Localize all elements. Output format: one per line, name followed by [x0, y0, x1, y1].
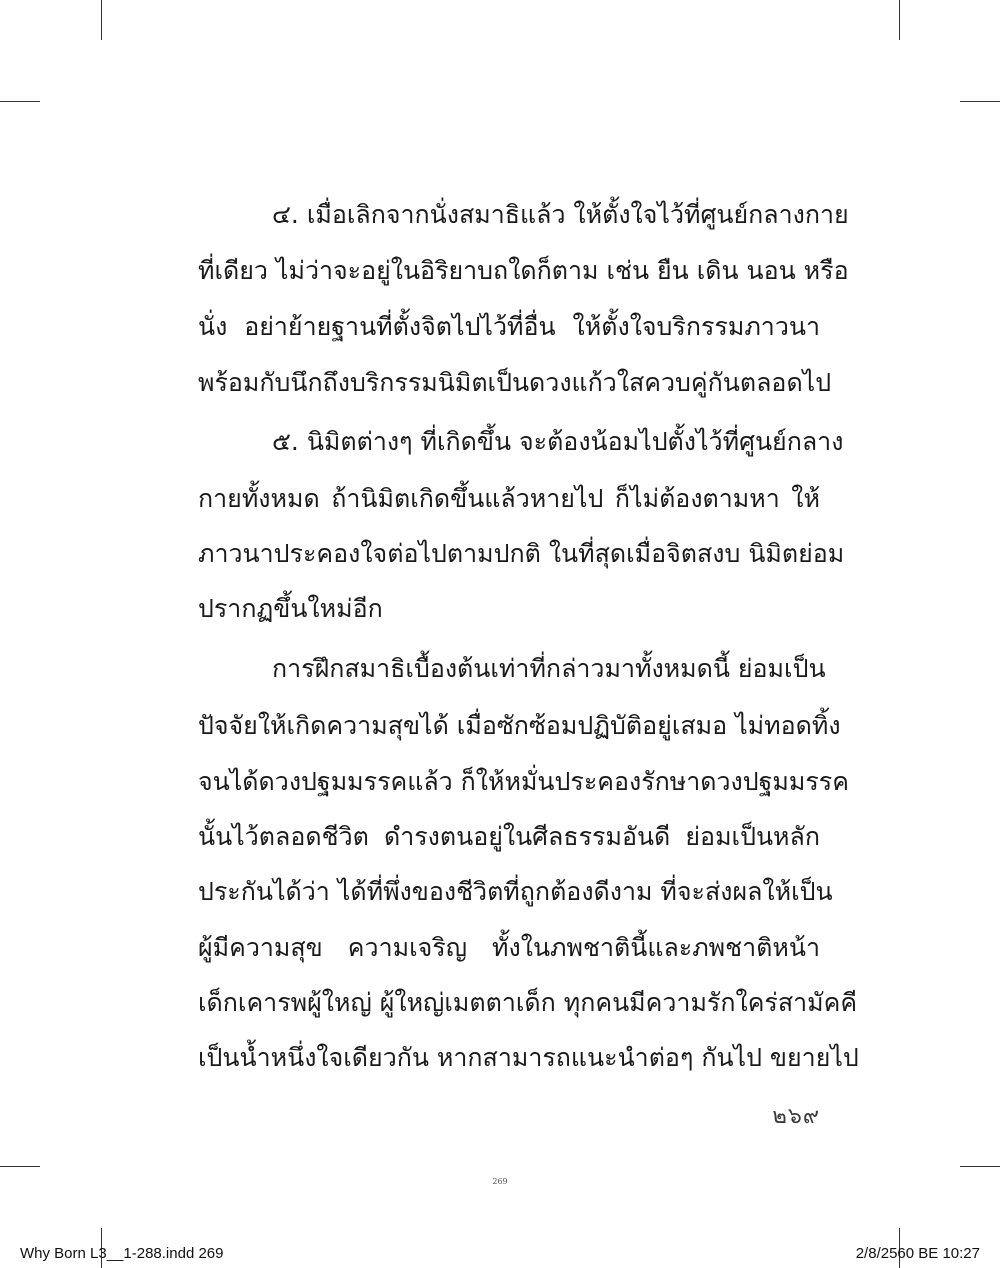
text-line: ปัจจัยให้เกิดความสุขได้ เมื่อซักซ้อมปฏิบัติอยู่เสมอ ไม่ทอดทิ้ง [198, 711, 841, 740]
crop-mark-right-lower [960, 1166, 1000, 1167]
text-line: ภาวนาประคองใจต่อไปตามปกติ ในที่สุดเมื่อจิตสงบ นิมิตย่อม [198, 539, 845, 568]
slug-page-number: 269 [492, 1177, 508, 1186]
text-line: ผู้มีความสุข ความเจริญ ทั้งในภพชาตินี้และภพชาติหน้า [198, 933, 820, 962]
crop-mark-left-upper [0, 101, 40, 102]
footer-datetime: 2/8/2560 BE 10:27 [855, 1245, 980, 1262]
crop-mark-top-left [101, 0, 102, 40]
text-line: ประกันได้ว่า ได้ที่พึ่งของชีวิตที่ถูกต้องดีงาม ที่จะส่งผลให้เป็น [198, 877, 833, 906]
text-line: เป็นน้ำหนึ่งใจเดียวกัน หากสามารถแนะนำต่อๆ กันไป ขยายไป [198, 1043, 859, 1072]
text-line: นั้นไว้ตลอดชีวิต ดำรงตนอยู่ในศีลธรรมอันดี ย่อมเป็นหลัก [198, 822, 820, 851]
text-line: กายทั้งหมด ถ้านิมิตเกิดขึ้นแล้วหายไป ก็ไม่ต้องตามหา ให้ [198, 484, 820, 513]
text-line: นั่ง อย่าย้ายฐานที่ตั้งจิตไปไว้ที่อื่น ให้ตั้งใจบริกรรมภาวนา [198, 312, 820, 341]
crop-mark-left-lower [0, 1166, 40, 1167]
crop-mark-top-right [899, 0, 900, 40]
text-line: ๕. นิมิตต่างๆ ที่เกิดขึ้น จะต้องน้อมไปตั้งไว้ที่ศูนย์กลาง [272, 427, 844, 456]
text-line: จนได้ดวงปฐมมรรคแล้ว ก็ให้หมั่นประคองรักษาดวงปฐมมรรค [198, 767, 849, 796]
text-line: การฝึกสมาธิเบื้องต้นเท่าที่กล่าวมาทั้งหมดนี้ ย่อมเป็น [272, 654, 826, 683]
page-number: ๒๖๙ [772, 1104, 820, 1129]
text-line: เด็กเคารพผู้ใหญ่ ผู้ใหญ่เมตตาเด็ก ทุกคนมีความรักใคร่สามัคคี [198, 988, 858, 1017]
text-line: ที่เดียว ไม่ว่าจะอยู่ในอิริยาบถใดก็ตาม เช่น ยืน เดิน นอน หรือ [198, 256, 849, 285]
footer-file-info: Why Born L3__1-288.indd 269 [20, 1245, 224, 1262]
text-line: พร้อมกับนึกถึงบริกรรมนิมิตเป็นดวงแก้วใสควบคู่กันตลอดไป [198, 368, 832, 397]
text-line: ปรากฏขึ้นใหม่อีก [198, 594, 383, 623]
text-line: ๔. เมื่อเลิกจากนั่งสมาธิแล้ว ให้ตั้งใจไว้ที่ศูนย์กลางกาย [272, 200, 849, 229]
crop-mark-right-upper [960, 101, 1000, 102]
